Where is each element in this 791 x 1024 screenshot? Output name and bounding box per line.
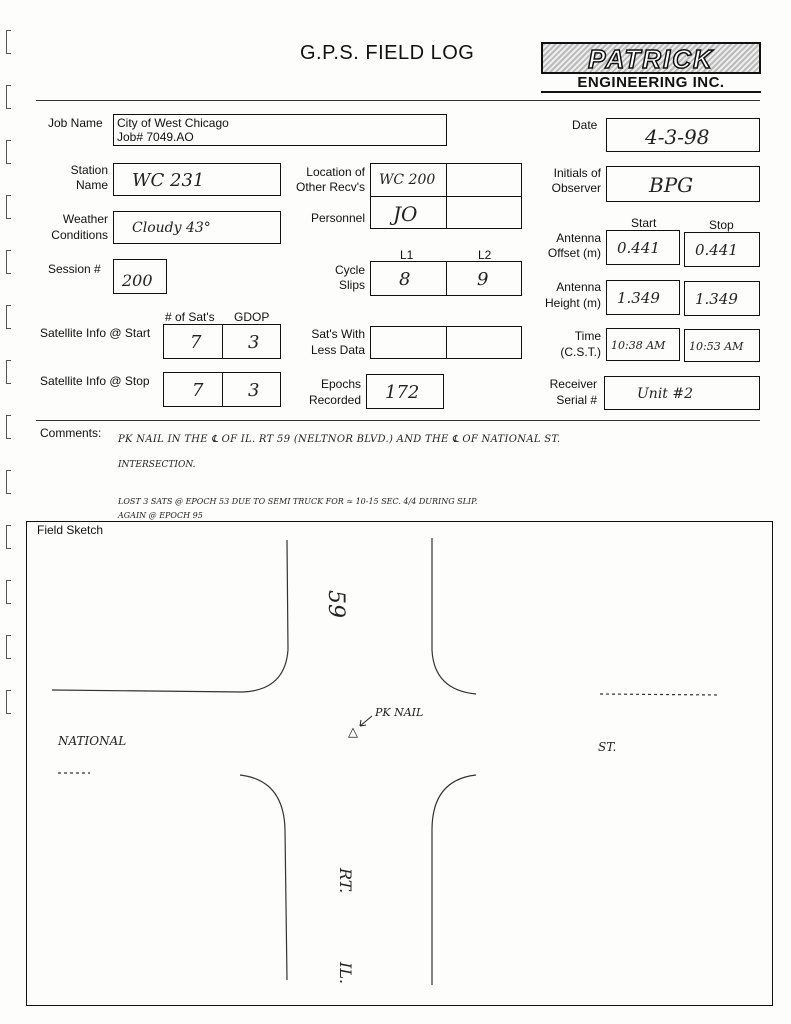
sats-less-label-1: Sat's With [311,327,365,341]
antenna-height-label-1: Antenna [556,280,601,294]
initials-value: BPG [649,173,694,197]
time-start-value: 10:38 AM [611,339,666,352]
date-value: 4-3-98 [645,125,710,149]
comment-line-4: AGAIN @ EPOCH 95 [118,511,203,520]
comments-label: Comments: [40,426,102,440]
cycle-slips-l2-value: 9 [477,269,489,290]
comment-line-2: INTERSECTION. [118,460,196,470]
field-sketch-label: Field Sketch [37,523,104,537]
road-label-rt: RT. [336,868,355,894]
pk-nail-symbol: △ [348,725,358,740]
receiver-label-2: Serial # [556,393,597,407]
epochs-label-1: Epochs [320,377,361,391]
weather-value: Cloudy 43° [132,220,211,236]
curb-southwest [240,775,287,980]
time-label-2: (C.S.T.) [560,345,601,359]
weather-label-1: Weather [62,212,108,226]
sat-info-stop-label: Satellite Info @ Stop [40,374,150,388]
epochs-value: 172 [385,382,420,403]
antenna-offset-stop-value: 0.441 [695,241,738,259]
location-other-value: WC 200 [379,172,436,188]
date-label: Date [572,118,598,132]
station-label-2: Name [75,178,108,192]
logo-name: PATRICK [588,44,714,74]
time-label-1: Time [574,329,601,343]
job-name-line2: Job# 7049.AO [117,130,194,144]
initials-label-1: Initials of [553,166,601,180]
gdop-col-label: GDOP [234,310,270,324]
pk-nail-label: PK NAIL [375,706,424,719]
page-title: G.P.S. FIELD LOG [300,42,475,64]
road-label-st: ST. [598,740,617,754]
stop-col-label: Stop [709,218,734,232]
l1-col-label: L1 [400,248,414,262]
receiver-serial-value: Unit #2 [637,386,694,402]
receiver-label-1: Receiver [549,377,597,391]
comment-line-3: LOST 3 SATS @ EPOCH 53 DUE TO SEMI TRUCK FOR ≈ 10-15 SEC. 4/4 DURING SLIP. [118,497,478,506]
location-label-2: Other Recv's [296,180,365,194]
antenna-offset-label-2: Offset (m) [547,246,601,260]
initials-label-2: Observer [551,181,601,195]
location-label-1: Location of [306,165,365,179]
sats-less-label-2: Less Data [310,343,365,357]
road-edge-north-east [600,694,720,695]
road-label-il: IL. [336,962,355,985]
session-label: Session # [48,262,101,276]
station-name-value: WC 231 [132,170,205,191]
cycle-slips-label-2: Slips [338,278,365,292]
comment-line-1: PK NAIL IN THE ℄ OF IL. RT 59 (NELTNOR BLVD.) AND THE ℄ OF NATIONAL ST. [118,434,561,445]
num-sats-col-label: # of Sat's [165,310,215,324]
antenna-offset-start-value: 0.441 [617,239,660,257]
pk-nail-arrow [360,716,372,726]
curb-northwest [243,540,288,692]
job-name-label: Job Name [48,116,103,130]
weather-label-2: Conditions [51,228,108,242]
job-name-line1: City of West Chicago [117,116,229,130]
session-value: 200 [122,271,153,290]
epochs-label-2: Recorded [308,393,361,407]
curb-southeast [432,775,476,985]
road-label-59: 59 [323,590,348,618]
start-col-label: Start [631,216,657,230]
sat-stop-gdop-value: 3 [248,380,260,401]
l2-col-label: L2 [478,248,492,262]
station-label-1: Station [70,163,108,177]
curb-northeast [432,538,476,694]
cycle-slips-l1-value: 8 [399,269,411,290]
sat-start-gdop-value: 3 [248,332,260,353]
road-label-national: NATIONAL [58,734,127,748]
sat-info-start-label: Satellite Info @ Start [40,326,151,340]
logo-subtitle: ENGINEERING INC. [541,74,761,93]
sat-start-count-value: 7 [190,332,202,353]
cycle-slips-label-1: Cycle [334,263,365,277]
antenna-height-label-2: Height (m) [544,296,601,310]
time-stop-value: 10:53 AM [689,340,744,353]
road-edge-north-west [52,690,243,692]
sat-stop-count-value: 7 [192,380,204,401]
antenna-height-start-value: 1.349 [617,289,660,307]
personnel-value: JO [393,202,418,226]
personnel-label: Personnel [310,211,365,225]
antenna-offset-label-1: Antenna [556,231,601,245]
antenna-height-stop-value: 1.349 [695,290,738,308]
